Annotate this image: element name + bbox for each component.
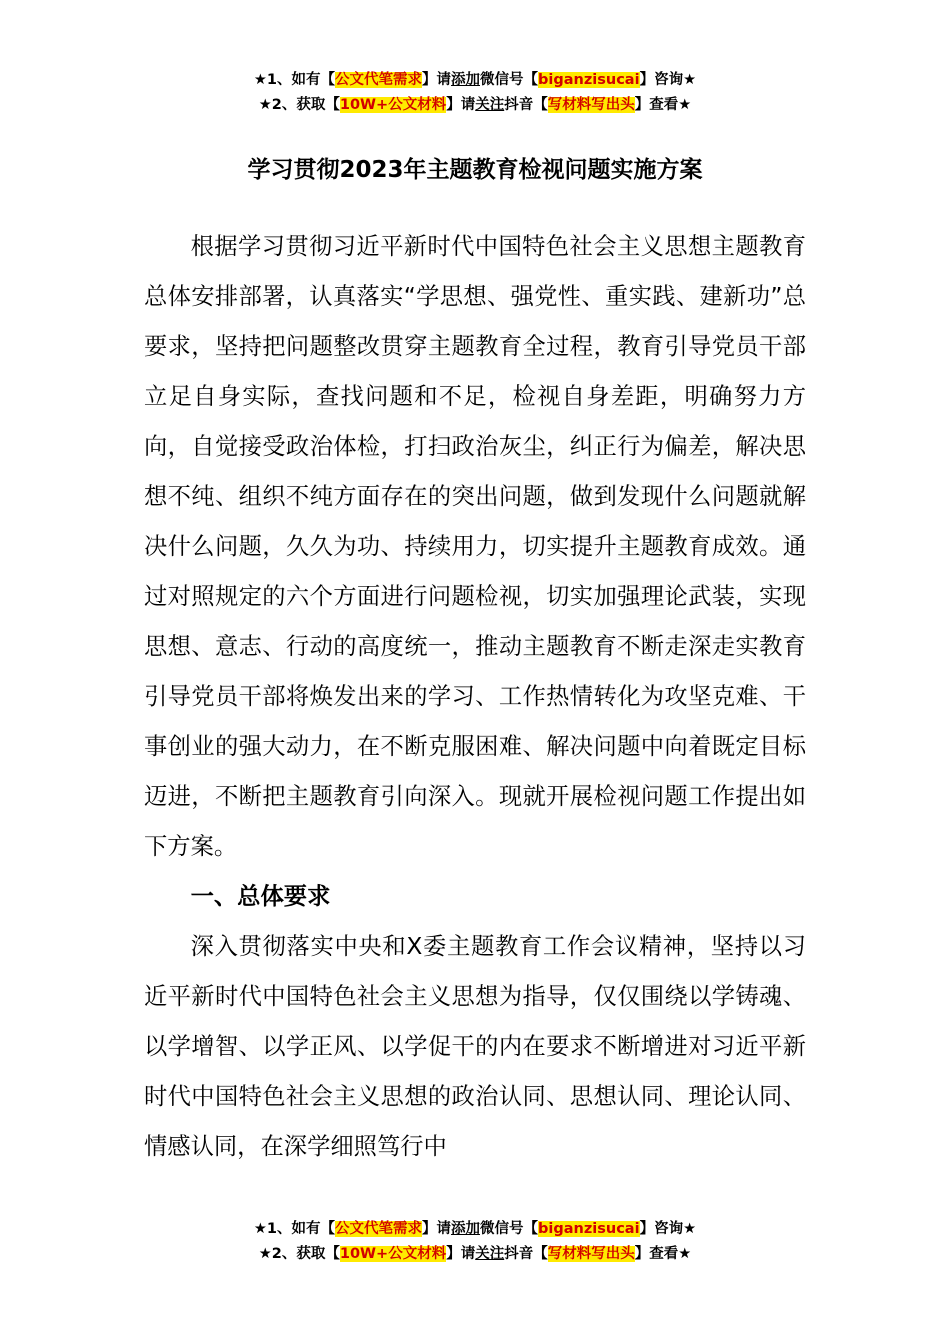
banner-line-1: ★1、如有【公文代笔需求】请添加微信号【biganzisucai】咨询★: [253, 1221, 697, 1237]
highlight-text: 公文代笔需求: [335, 1221, 423, 1237]
highlight-text: biganzisucai: [538, 1221, 640, 1237]
intro-paragraph: 根据学习贯彻习近平新时代中国特色社会主义思想主题教育总体安排部署，认真落实“学思想、强党性、重实践、建新功”总要求，坚持把问题整改贯穿主题教育全过程，教育引导党员干部立足自身实际，查找问题和不足，检视自身差距，明确努力方向，自觉接受政治体检，打扫政治灰尘，纠正行为偏差，解决思想不纯、组织不纯方面存在的突出问题，做到发现什么问题就解决什么问题，久久为功、持续用力，切实提升主题教育成效。通过对照规定的六个方面进行问题检视，切实加强理论武装，实现思想、意志、行动的高度统一，推动主题教育不断走深走实教育引导党员干部将焕发出来的学习、工作热情转化为攻坚克难、干事创业的强大动力，在不断克服困难、解决问题中向着既定目标迈进，不断把主题教育引向深入。现就开展检视问题工作提出如下方案。: [144, 233, 806, 860]
banner-line-2: ★2、获取【10W+公文材料】请关注抖音【写材料写出头】查看★: [258, 97, 692, 113]
header-banner: [0, 68, 950, 118]
document-title: 学习贯彻2023年主题教育检视问题实施方案: [247, 157, 703, 183]
highlight-text: 公文代笔需求: [335, 72, 423, 88]
highlight-text: 10W+公文材料: [339, 97, 447, 113]
highlight-text: 10W+公文材料: [339, 1246, 447, 1262]
document-body: [144, 222, 806, 1172]
highlight-text: biganzisucai: [538, 72, 640, 88]
highlight-text: 写材料写出头: [547, 1246, 635, 1262]
footer-banner: [0, 1217, 950, 1267]
banner-line-1: ★1、如有【公文代笔需求】请添加微信号【biganzisucai】咨询★: [253, 72, 697, 88]
highlight-text: 写材料写出头: [547, 97, 635, 113]
section-heading: 一、总体要求: [190, 883, 331, 910]
banner-line-2: ★2、获取【10W+公文材料】请关注抖音【写材料写出头】查看★: [258, 1246, 692, 1262]
section-paragraph: 深入贯彻落实中央和X委主题教育工作会议精神，坚持以习近平新时代中国特色社会主义思想为指导，仅仅围绕以学铸魂、以学增智、以学正风、以学促干的内在要求不断增进对习近平新时代中国特色社会主义思想的政治认同、思想认同、理论认同、情感认同，在深学细照笃行中: [144, 933, 806, 1160]
